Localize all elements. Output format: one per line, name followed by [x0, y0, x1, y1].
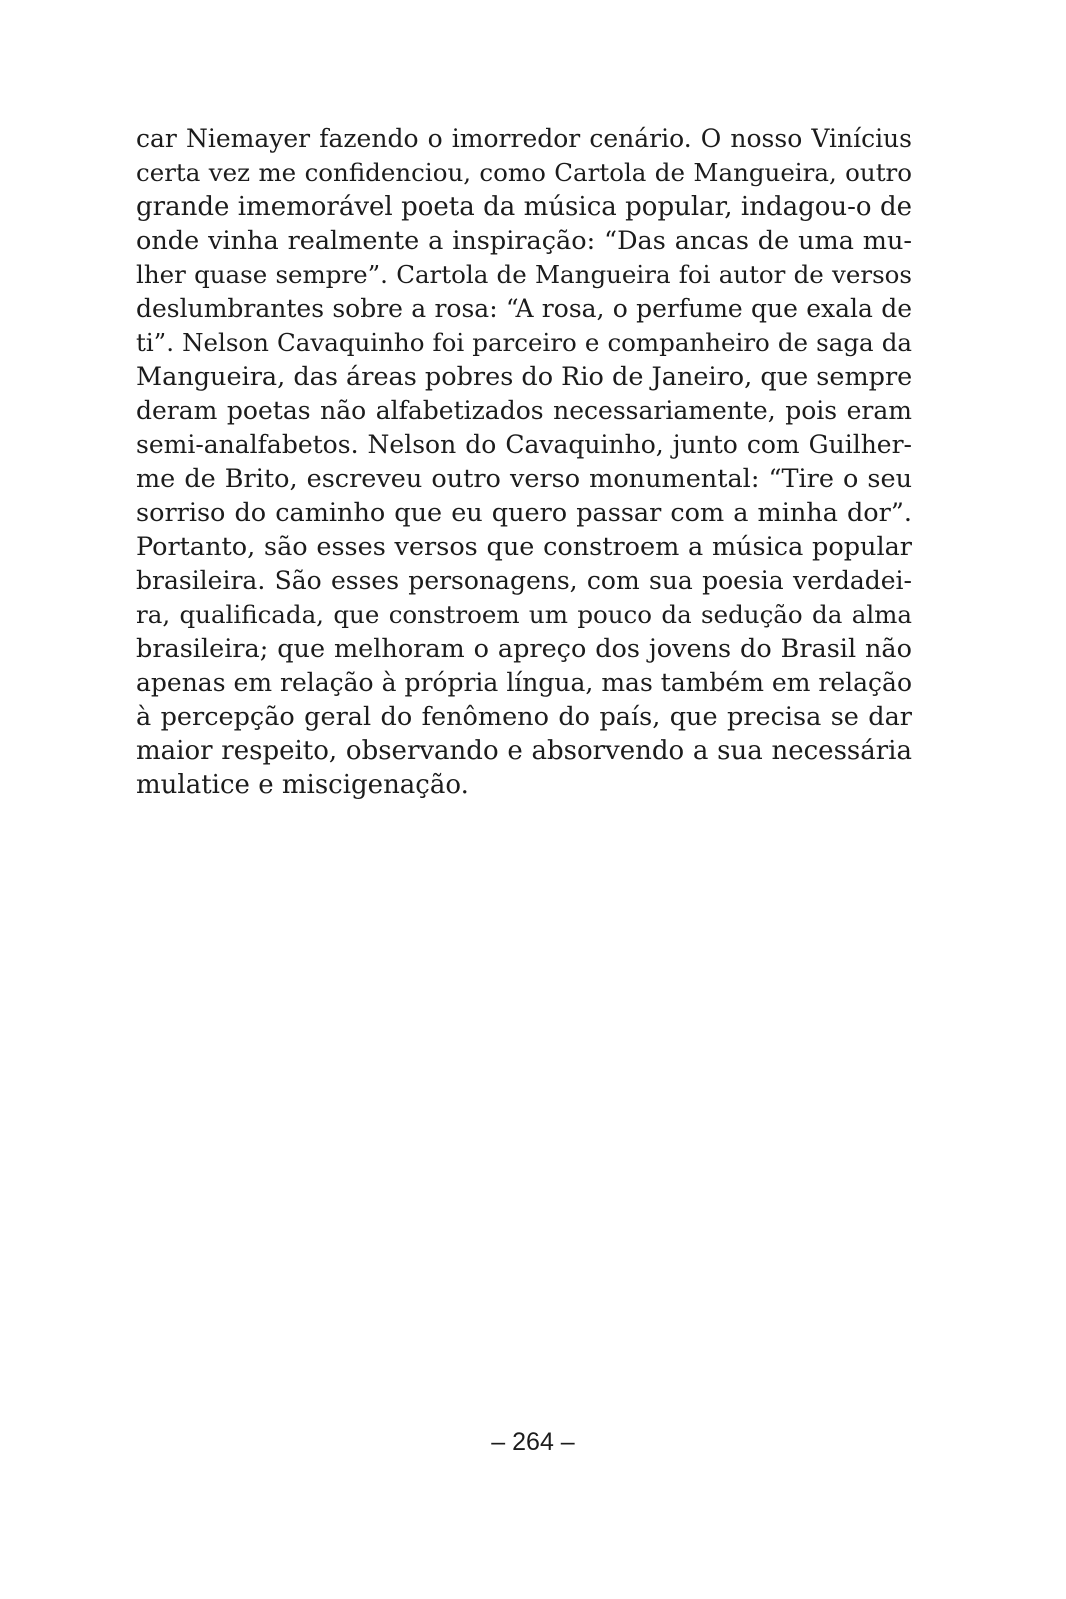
text-line: brasileira. São esses personagens, com sua poesia verdadei- [136, 566, 912, 595]
text-line: me de Brito, escreveu outro verso monumental: “Tire o seu [136, 464, 912, 494]
text-line: Portanto, são esses versos que constroem a música popular [136, 532, 912, 562]
text-line: Mangueira, das áreas pobres do Rio de Janeiro, que sempre [136, 362, 913, 392]
text-line: apenas em relação à própria língua, mas também em relação [136, 668, 912, 697]
text-line: lher quase sempre”. Cartola de Mangueira foi autor de versos [136, 260, 912, 289]
text-line: sorriso do caminho que eu quero passar com a minha dor”. [136, 498, 912, 528]
text-line: deslumbrantes sobre a rosa: “A rosa, o perfume que exala de [136, 294, 912, 323]
text-line: certa vez me confidenciou, como Cartola de Mangueira, outro [136, 158, 912, 187]
page-number: – 264 – [491, 1428, 575, 1456]
text-line: onde vinha realmente a inspiração: “Das ancas de uma mu- [136, 226, 912, 256]
text-line: mulatice e miscigenação. [136, 770, 469, 800]
text-line: grande imemorável poeta da música popular, indagou-o de [136, 192, 912, 222]
body-paragraph [136, 122, 912, 802]
text-line: semi-analfabetos. Nelson do Cavaquinho, junto com Guilher- [136, 430, 912, 459]
text-line: deram poetas não alfabetizados necessariamente, pois eram [136, 396, 912, 425]
text-line: à percepção geral do fenômeno do país, que precisa se dar [136, 702, 912, 732]
text-line: car Niemayer fazendo o imorredor cenário. O nosso Vinícius [136, 124, 912, 153]
text-line: ra, qualificada, que constroem um pouco da sedução da alma [136, 600, 912, 629]
text-line: brasileira; que melhoram o apreço dos jovens do Brasil não [136, 634, 912, 664]
text-line: ti”. Nelson Cavaquinho foi parceiro e companheiro de saga da [136, 328, 912, 357]
text-line: maior respeito, observando e absorvendo a sua necessária [136, 736, 912, 766]
